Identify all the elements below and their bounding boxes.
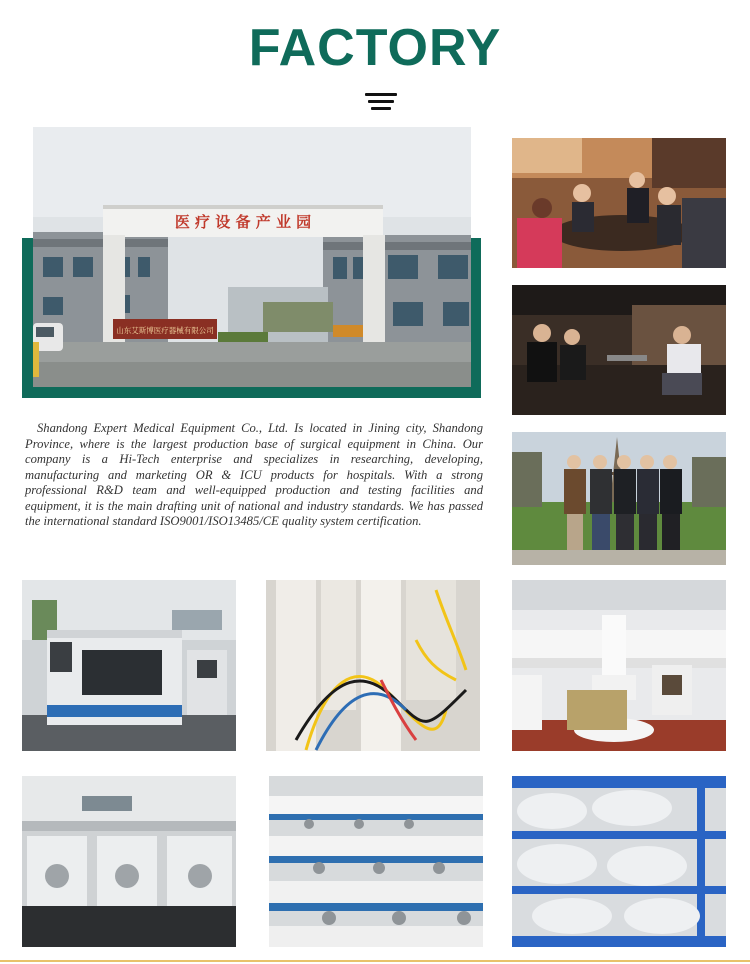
gate-sign-text: 医 疗 设 备 产 业 园 bbox=[174, 213, 312, 231]
page-title: FACTORY bbox=[248, 19, 502, 77]
customer-meeting-photo-2 bbox=[512, 285, 726, 415]
factory-gate-photo bbox=[33, 127, 471, 387]
assembly-workshop-photo bbox=[22, 776, 236, 947]
cnc-lathe-machine-photo bbox=[22, 580, 236, 751]
warehouse-shelves-photo bbox=[512, 776, 726, 947]
customer-visit-paris-photo bbox=[512, 432, 726, 565]
wire-harness-photo bbox=[266, 580, 480, 751]
company-description: Shandong Expert Medical Equipment Co., Ltd. Is located in Jining city, Shandong Province, where is the largest production base of surgical equipment in China. Our company is a Hi-Tech enterprise and specializes in researching, developing, manufacturing and marketing OR & ICU products for hospitals. With a strong professional R&D team and well-equipped production and testing facilities and equipment, it is the main drafting unit of national and industry standards. We has passed the international standard ISO9001/ISO13485/CE quality system certification. bbox=[25, 421, 483, 528]
surgical-light-arms-photo bbox=[512, 580, 726, 751]
menu-lines-icon bbox=[365, 93, 397, 111]
customer-meeting-photo-1 bbox=[512, 138, 726, 268]
plaque-text: 山东艾斯博医疗器械有限公司 bbox=[116, 326, 214, 335]
light-head-production-photo bbox=[269, 776, 483, 947]
bottom-divider bbox=[0, 960, 750, 962]
